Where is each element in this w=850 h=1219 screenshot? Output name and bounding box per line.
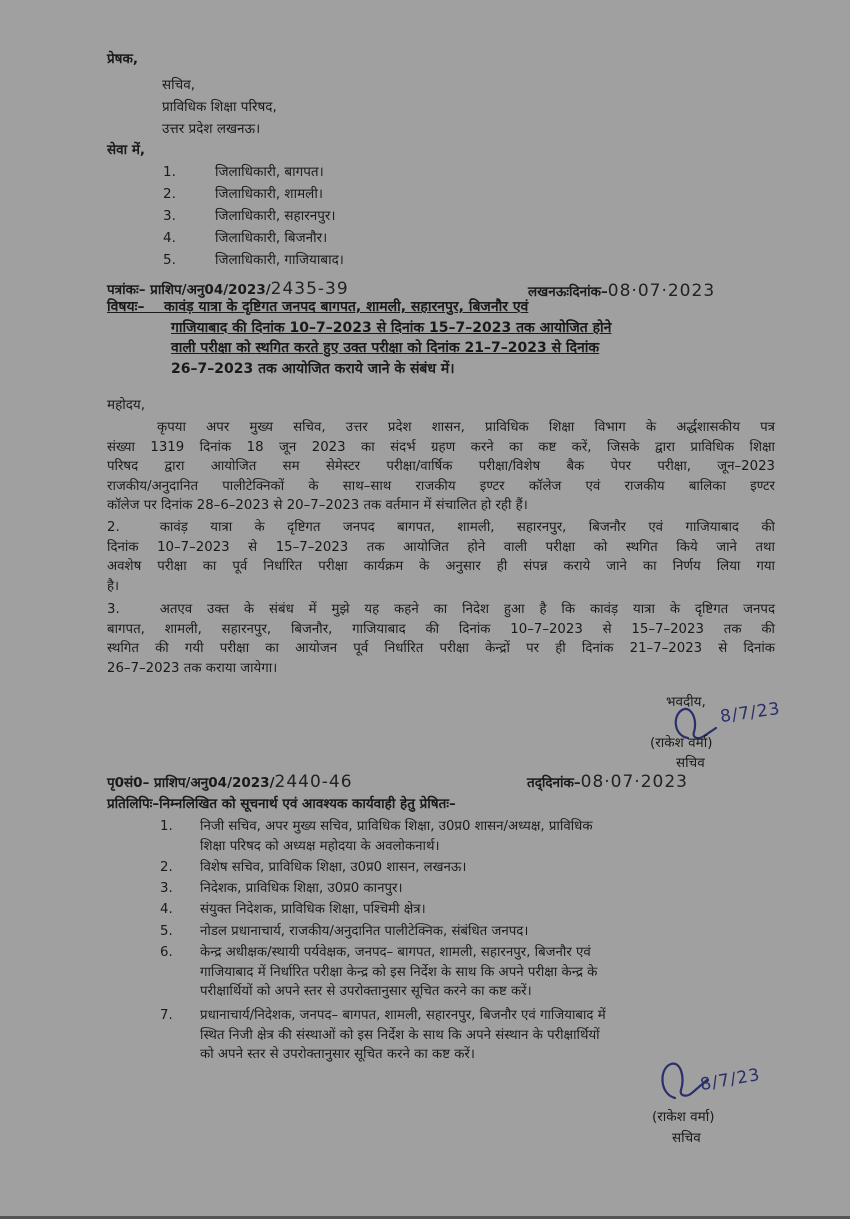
- copy-to-item-number: 4.: [160, 902, 173, 917]
- paragraph-line: अवशेष परीक्षा का पूर्व निर्धारित परीक्षा कार्यक्रम के अनुसार ही संपन्न कराये जाने का निर्णय लिया गया: [107, 559, 775, 574]
- copy-to-item-number: 3.: [160, 881, 173, 896]
- paragraph-line: संख्या 1319 दिनांक 18 जून 2023 का संदर्भ ग्रहण करने का कष्ट करें, जिसके द्वारा प्राविधिक शिक्षा: [107, 439, 775, 455]
- paragraph-line: अतएव उक्त के संबंध में मुझे यह कहने का निदेश हुआ है कि कावंड़ यात्रा के दृष्टिगत जनपद: [159, 602, 775, 617]
- copy-to-item-number: 5.: [160, 924, 173, 939]
- sender-line: सचिव,: [162, 77, 195, 93]
- subject-label: विषयः–: [107, 299, 145, 315]
- copy-to-item-line: स्थित निजी क्षेत्र की संस्थाओं को इस निर्देश के साथ कि अपने संस्थान के परीक्षार्थियों: [200, 1027, 600, 1043]
- paragraph-number: 2.: [107, 520, 120, 535]
- subject-line: 26–7–2023 तक आयोजित कराये जाने के संबंध में।: [171, 360, 455, 377]
- copy-date-handwritten: 08·07·2023: [580, 772, 688, 792]
- copy-to-item-number: 2.: [160, 860, 173, 875]
- copy-to-item-line: विशेष सचिव, प्राविधिक शिक्षा, उ0प्र0 शासन, लखनऊ।: [200, 860, 467, 875]
- subject-line: वाली परीक्षा को स्थगित करते हुए उक्त परीक्षा को दिनांक 21–7–2023 से दिनांक: [171, 340, 600, 356]
- paragraph-line: कावंड़ यात्रा के दृष्टिगत जनपद बागपत, शामली, सहारनपुर, बिजनौर एवं गाजियाबाद की: [159, 520, 775, 535]
- paragraph-line: स्थगित की गयी परीक्षा का आयोजन पूर्व निर्धारित परीक्षा केन्द्रों पर ही दिनांक 21–7–2023 से दिनांक: [107, 641, 775, 656]
- copy-to-item-number: 6.: [160, 945, 173, 960]
- signature-handwritten-date: 8/7/23: [698, 1064, 762, 1096]
- letter-reference: [107, 279, 349, 299]
- copy-to-label: प्रतिलिपिः–निम्नलिखित को सूचनार्थ एवं आवश्यक कार्यवाही हेतु प्रेषितः–: [107, 796, 456, 812]
- subject-line: गाजियाबाद की दिनांक 10–7–2023 से दिनांक 15–7–2023 तक आयोजित होने: [171, 319, 612, 336]
- signatory-name: (राकेश वर्मा): [652, 1109, 715, 1125]
- signatory-name: (राकेश वर्मा): [650, 735, 713, 751]
- copy-ref-label: पृ0सं0– प्राशिप/अनु04/2023/: [107, 775, 275, 791]
- recipient-text: जिलाधिकारी, सहारनपुर।: [215, 208, 336, 224]
- closing-text: भवदीय,: [666, 694, 706, 710]
- subject-block: [107, 297, 777, 379]
- copy-to-item-number: 1.: [160, 819, 173, 834]
- sender-line: प्राविधिक शिक्षा परिषद,: [162, 99, 277, 115]
- copy-to-item-line: निजी सचिव, अपर मुख्य सचिव, प्राविधिक शिक्षा, उ0प्र0 शासन/अध्यक्ष, प्राविधिक: [200, 819, 593, 834]
- copy-to-item-line: शिक्षा परिषद को अध्यक्ष महोदया के अवलोकनार्थ।: [200, 838, 440, 854]
- copy-to-item-line: को अपने स्तर से उपरोक्तानुसार सूचित करने का कष्ट करें।: [200, 1047, 475, 1062]
- recipient-text: जिलाधिकारी, बिजनौर।: [215, 230, 328, 246]
- recipient-num: 1.: [163, 164, 176, 180]
- paragraph-line: 26–7–2023 तक कराया जायेगा।: [107, 660, 278, 676]
- letter-date-label: लखनऊःदिनांक–: [528, 284, 608, 300]
- recipient-num: 5.: [163, 252, 176, 268]
- copy-to-item-number: 7.: [160, 1008, 173, 1023]
- paragraph-line: कॉलेज पर दिनांक 28–6–2023 से 20–7–2023 तक वर्तमान में संचालित हो रही हैं।: [107, 498, 528, 513]
- letter-ref-handwritten-number: 2435-39: [270, 279, 349, 299]
- body-paragraph-3: [107, 600, 775, 678]
- copy-to-item-line: निदेशक, प्राविधिक शिक्षा, उ0प्र0 कानपुर।: [200, 881, 403, 896]
- paragraph-line: है।: [107, 578, 120, 594]
- paragraph-line: दिनांक 10–7–2023 से 15–7–2023 तक आयोजित होने वाली परीक्षा को स्थगित किये जाने तथा: [107, 539, 775, 555]
- copy-to-item-line: परीक्षार्थियों को अपने स्तर से उपरोक्तानुसार सूचित करने का कष्ट करें।: [200, 984, 532, 999]
- paragraph-line: राजकीय/अनुदानित पालीटेक्निकों के साथ–साथ राजकीय इण्टर कॉलेज एवं राजकीय बालिका इण्टर: [107, 478, 775, 494]
- copy-to-item-line: गाजियाबाद में निर्धारित परीक्षा केन्द्र को इस निर्देश के साथ कि अपने परीक्षा केन्द्र के: [200, 964, 598, 980]
- copy-to-item-line: केन्द्र अधीक्षक/स्थायी पर्यवेक्षक, जनपद– बागपत, शामली, सहारनपुर, बिजनौर एवं: [200, 945, 591, 960]
- sender-label: प्रेषक,: [107, 51, 138, 67]
- paragraph-line: बागपत, शामली, सहारनपुर, बिजनौर, गाजियाबाद की दिनांक 10–7–2023 से 15–7–2023 तक की: [107, 621, 775, 637]
- recipient-num: 3.: [163, 208, 176, 224]
- paragraph-line: कृपया अपर मुख्य सचिव, उत्तर प्रदेश शासन, प्राविधिक शिक्षा विभाग के अर्द्धशासकीय पत्र: [157, 420, 775, 435]
- recipient-num: 2.: [163, 186, 176, 202]
- body-paragraph-2: [107, 518, 775, 596]
- body-paragraph-1: [107, 418, 775, 516]
- recipient-text: जिलाधिकारी, गाजियाबाद।: [215, 252, 344, 268]
- copy-ref-handwritten-number: 2440-46: [274, 772, 353, 792]
- recipient-num: 4.: [163, 230, 176, 246]
- copy-to-item-line: संयुक्त निदेशक, प्राविधिक शिक्षा, पश्चिमी क्षेत्र।: [200, 902, 426, 917]
- salutation: महोदय,: [107, 397, 146, 413]
- letter-ref-label: पत्रांकः– प्राशिप/अनु04/2023/: [107, 282, 271, 298]
- recipients-label: सेवा में,: [107, 142, 146, 158]
- paragraph-number: 3.: [107, 602, 120, 617]
- paragraph-line: परिषद द्वारा आयोजित सम सेमेस्टर परीक्षा/वार्षिक परीक्षा/विशेष बैक पेपर परीक्षा, जून–2023: [107, 459, 775, 474]
- subject-line: कावंड़ यात्रा के दृष्टिगत जनपद बागपत, शामली, सहारनपुर, बिजनौर एवं: [163, 299, 529, 315]
- signatory-designation: सचिव: [672, 1130, 701, 1146]
- copy-date: [527, 772, 688, 792]
- copy-to-item-line: प्रधानाचार्य/निदेशक, जनपद– बागपत, शामली, सहारनपुर, बिजनौर एवं गाजियाबाद में: [200, 1008, 606, 1023]
- copy-reference: [107, 772, 353, 792]
- copy-to-item-line: नोडल प्रधानाचार्य, राजकीय/अनुदानित पालीटेक्निक, संबंधित जनपद।: [200, 924, 529, 939]
- copy-date-label: तद्‌दिनांक–: [527, 775, 581, 791]
- signatory-designation: सचिव: [676, 755, 705, 771]
- sender-line: उत्तर प्रदेश लखनऊ।: [162, 121, 261, 137]
- letter-date-handwritten: 08·07·2023: [607, 281, 716, 301]
- recipient-text: जिलाधिकारी, शामली।: [215, 186, 323, 202]
- recipient-text: जिलाधिकारी, बागपत।: [215, 164, 324, 180]
- signature-handwritten-date: 8/7/23: [718, 698, 782, 728]
